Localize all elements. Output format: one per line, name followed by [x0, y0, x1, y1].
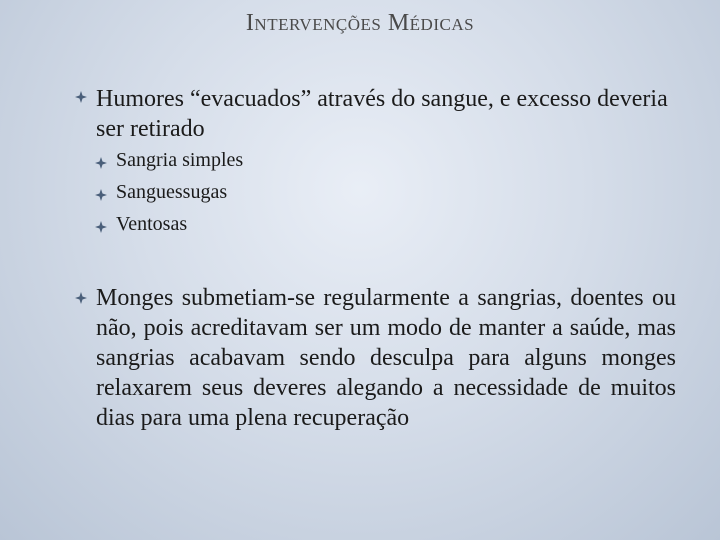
- diamond-bullet-icon: [94, 156, 108, 170]
- bullet-text: Monges submetiam-se regularmente a sangrias, doentes ou não, pois acreditavam ser um modo de manter a saúde, mas sangrias acabavam sendo desculpa para alguns monges relaxarem seus deveres alegando a necessidade de muitos dias para uma plena recuperação: [96, 285, 676, 431]
- sub-bullet-text: Sangria simples: [116, 149, 244, 171]
- diamond-bullet-icon: [74, 90, 88, 104]
- diamond-bullet-icon: [74, 291, 88, 305]
- sub-bullet-text: Sanguessugas: [116, 181, 228, 203]
- sub-bullet-text: Ventosas: [116, 213, 188, 235]
- diamond-bullet-icon: [94, 220, 108, 234]
- diamond-bullet-icon: [94, 188, 108, 202]
- bullet-text: Humores “evacuados” através do sangue, e excesso deveria ser retirado: [96, 86, 668, 142]
- slide-title: Intervenções Médicas: [245, 10, 475, 36]
